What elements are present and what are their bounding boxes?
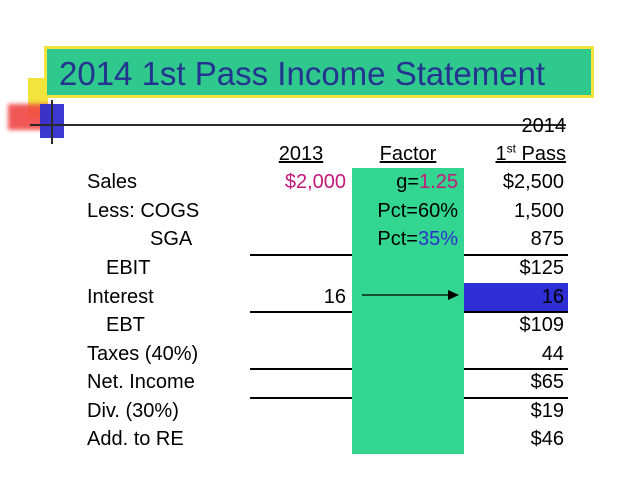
row-label-sga: SGA (150, 228, 193, 250)
row-label-add-to-re: Add. to RE (87, 428, 184, 450)
cogs-2014-value: 1,500 (513, 200, 564, 222)
rule-2013-ebt (250, 311, 352, 313)
sales-growth-value: 1.25 (419, 171, 458, 193)
header-1st-pass (466, 140, 566, 168)
ebit-2014-value: $125 (519, 257, 564, 279)
row-label-interest: Interest (87, 286, 154, 308)
row-label-net-income: Net. Income (87, 371, 195, 393)
sga-factor-value: 35% (417, 228, 458, 250)
sales-factor (352, 168, 458, 196)
header-2014: 2014 (521, 115, 566, 137)
page-title: 2014 1st Pass Income Statement (59, 55, 546, 92)
pass-number: 1 (495, 143, 507, 165)
cogs-factor-prefix: Pct= (377, 200, 418, 222)
pass-superscript: st (506, 141, 516, 156)
taxes-2014-value: 44 (541, 343, 564, 365)
row-label-cogs: Less: COGS (87, 200, 200, 222)
sga-factor (352, 225, 458, 253)
pass-word: Pass (515, 143, 566, 165)
sga-2014-value: 875 (530, 228, 564, 250)
row-label-taxes: Taxes (40%) (87, 343, 199, 365)
rule-2013-div (250, 397, 352, 399)
header-2013: 2013 (278, 143, 324, 165)
decor-vertical-line (51, 100, 53, 144)
ebt-2014-value: $109 (519, 314, 564, 336)
interest-2014-value: 16 (541, 286, 564, 308)
row-label-sales: Sales (87, 171, 138, 193)
rule-2013-net-income (250, 368, 352, 370)
cogs-factor-value: 60% (417, 200, 458, 222)
title-banner (44, 46, 594, 98)
cogs-factor (352, 197, 458, 225)
net-income-2014-value: $65 (530, 371, 564, 393)
row-label-ebt: EBT (106, 314, 145, 336)
sga-factor-prefix: Pct= (377, 228, 418, 250)
sales-2014-value: $2,500 (502, 171, 564, 193)
div-2014-value: $19 (530, 400, 564, 422)
carry-forward-arrow-icon (362, 288, 460, 302)
sales-2013-value: $2,000 (284, 171, 346, 193)
header-factor: Factor (379, 143, 437, 165)
add-to-re-2014-value: $46 (530, 428, 564, 450)
row-label-ebit: EBIT (106, 257, 151, 279)
row-label-div: Div. (30%) (87, 400, 179, 422)
sales-factor-prefix: g= (396, 171, 420, 193)
interest-2013-value: 16 (323, 286, 346, 308)
rule-2013-ebit (250, 254, 352, 256)
